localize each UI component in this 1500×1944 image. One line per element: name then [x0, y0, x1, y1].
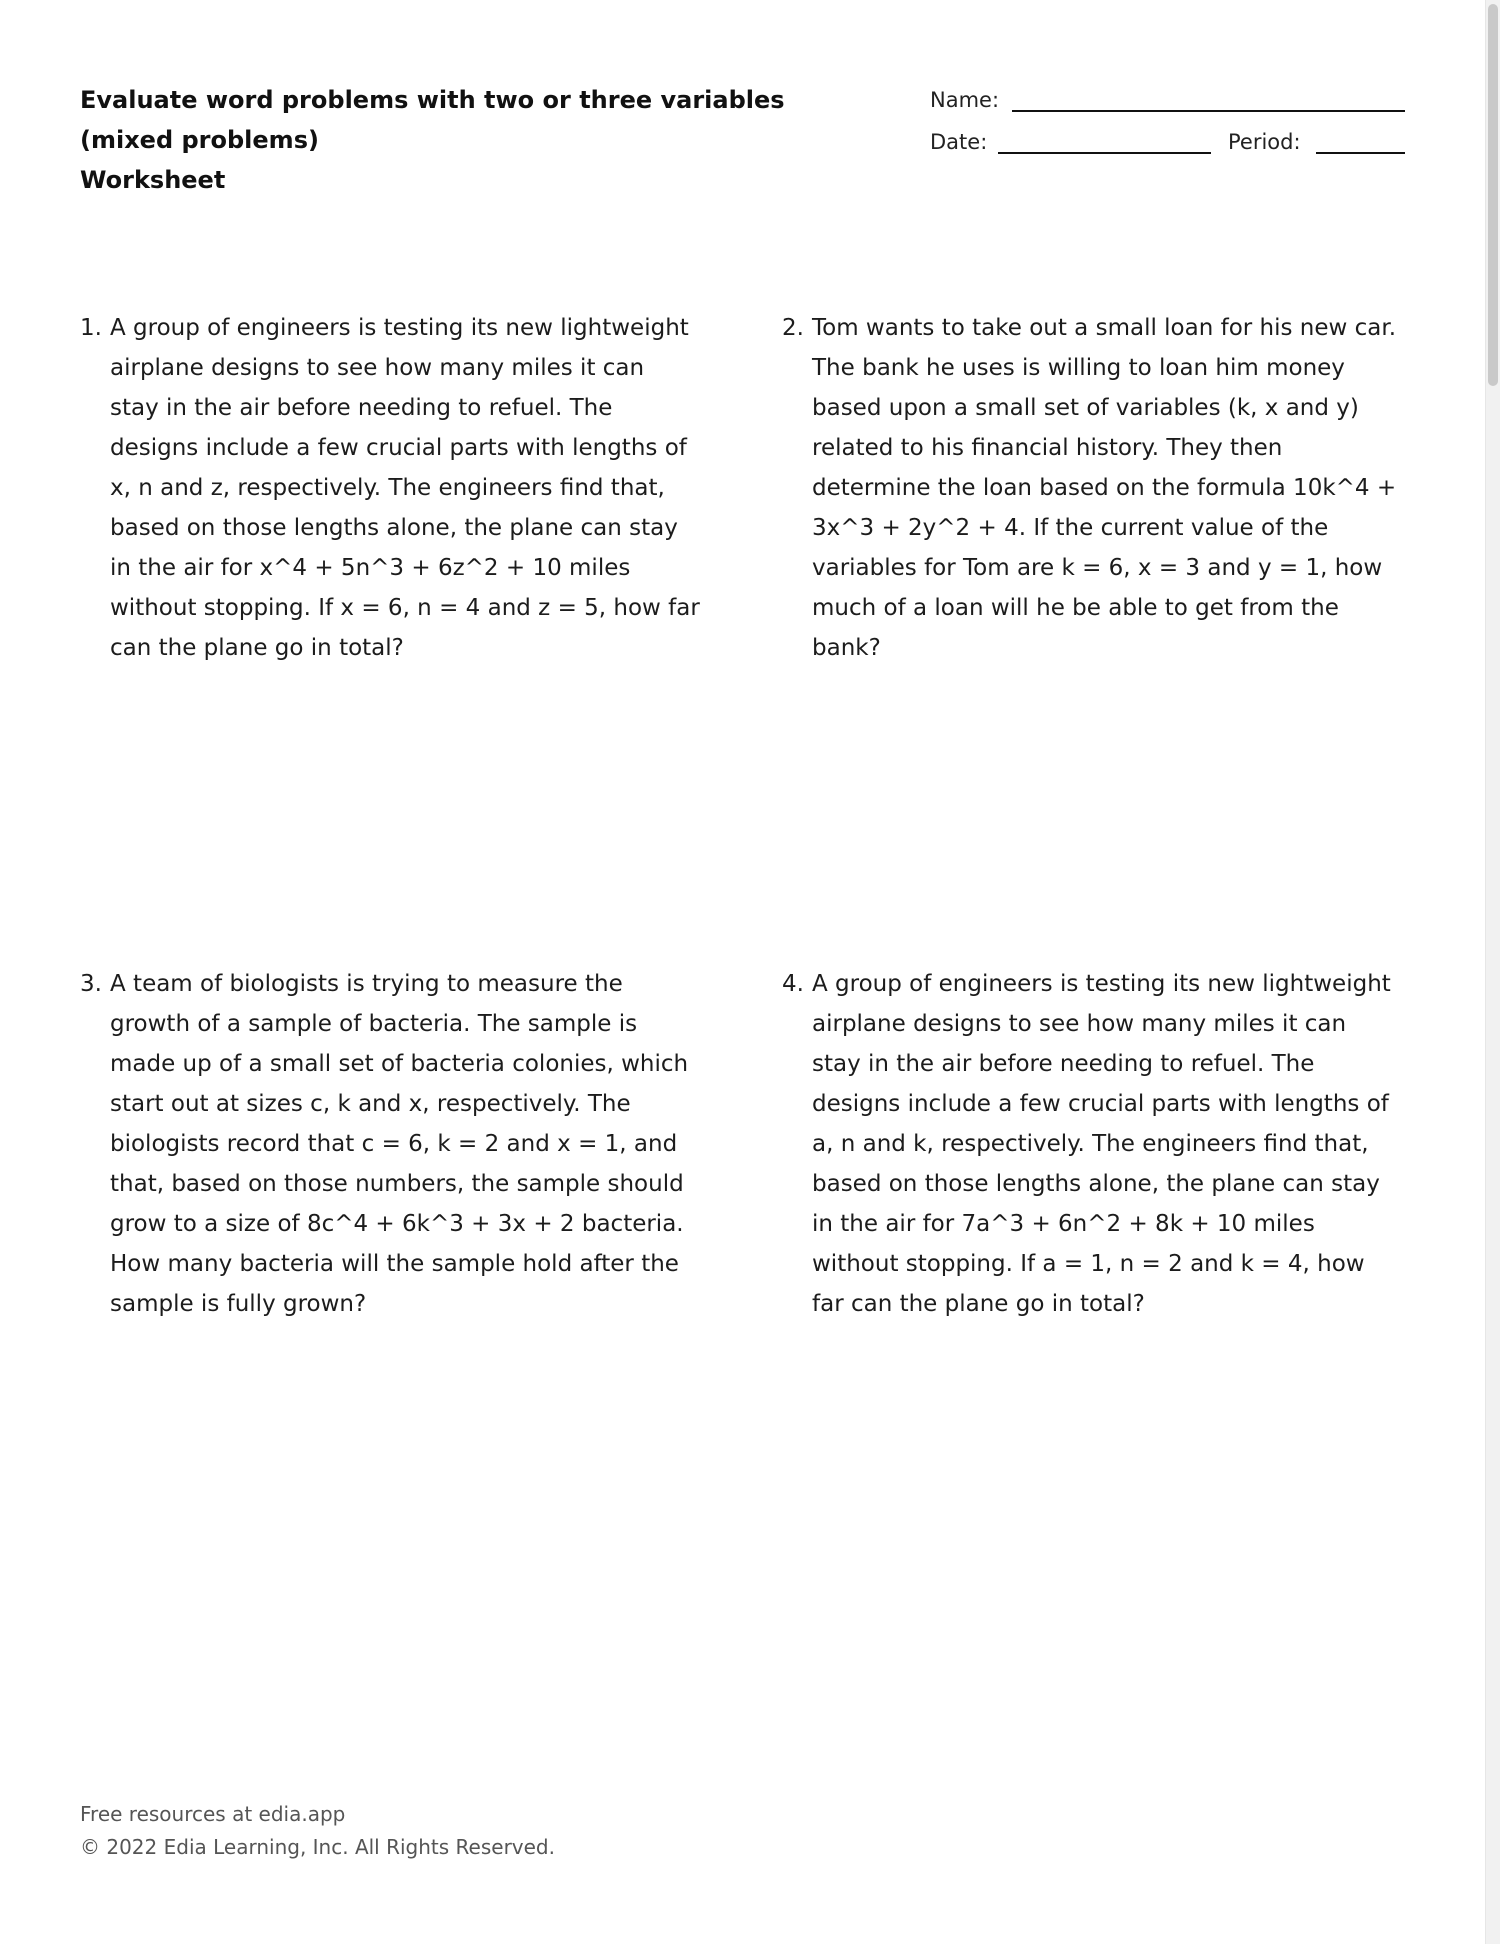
title-line-1: Evaluate word problems with two or three variables (mixed problems) — [80, 86, 785, 154]
name-label: Name: — [930, 88, 1000, 112]
footer-resources: Free resources at edia.app — [80, 1802, 346, 1826]
problem-text: A group of engineers is testing its new lightweight airplane designs to see how many miles it can stay in the air before needing to refuel. The designs include a few crucial parts with lengths of a, n and k, respectively. The engineers find that, based on those lengths alone, the plane can stay in the air for 7a^3 + 6n^2 + 8k + 10 miles without stopping. If a = 1, n = 2 and k = 4, how far can the plane go in total? — [812, 971, 1391, 1317]
worksheet-title — [80, 80, 860, 200]
title-line-2: Worksheet — [80, 166, 226, 194]
problem-text: A team of biologists is trying to measure the growth of a sample of bacteria. The sample is made up of a small set of bacteria colonies, which start out at sizes c, k and x, respectively. The biologists record that c = 6, k = 2 and x = 1, and that, based on those numbers, the sample should grow to a size of 8c^4 + 6k^3 + 3x + 2 bacteria. How many bacteria will the sample hold after the sample is fully grown? — [110, 971, 689, 1317]
date-label: Date: — [930, 130, 988, 154]
footer-copyright: © 2022 Edia Learning, Inc. All Rights Reserved. — [80, 1835, 555, 1859]
period-line — [1316, 152, 1405, 154]
problem-number: 2. — [782, 315, 804, 341]
student-info — [930, 88, 1405, 172]
problem-number: 1. — [80, 315, 102, 341]
problem-number: 4. — [782, 971, 804, 997]
name-line — [1012, 110, 1405, 112]
footer — [80, 1798, 555, 1864]
scrollbar-thumb[interactable] — [1488, 4, 1498, 386]
problem-text: A group of engineers is testing its new lightweight airplane designs to see how many miles it can stay in the air before needing to refuel. The designs include a few crucial parts with lengths of x, n and z, respectively. The engineers find that, based on those lengths alone, the plane can stay in the air for x^4 + 5n^3 + 6z^2 + 10 miles without stopping. If x = 6, n = 4 and z = 5, how far can the plane go in total? — [110, 315, 700, 661]
problem-1 — [80, 308, 700, 668]
problem-2 — [782, 308, 1402, 668]
scrollbar-track[interactable] — [1485, 0, 1500, 1944]
problem-text: Tom wants to take out a small loan for his new car. The bank he uses is willing to loan him money based upon a small set of variables (k, x and y) related to his financial history. They then determine the loan based on the formula 10k^4 + 3x^3 + 2y^2 + 4. If the current value of the variables for Tom are k = 6, x = 3 and y = 1, how much of a loan will he be able to get from the bank? — [812, 315, 1397, 661]
problem-number: 3. — [80, 971, 102, 997]
period-label: Period: — [1228, 130, 1301, 154]
problem-3 — [80, 964, 700, 1324]
problem-4 — [782, 964, 1402, 1324]
date-line — [998, 152, 1211, 154]
